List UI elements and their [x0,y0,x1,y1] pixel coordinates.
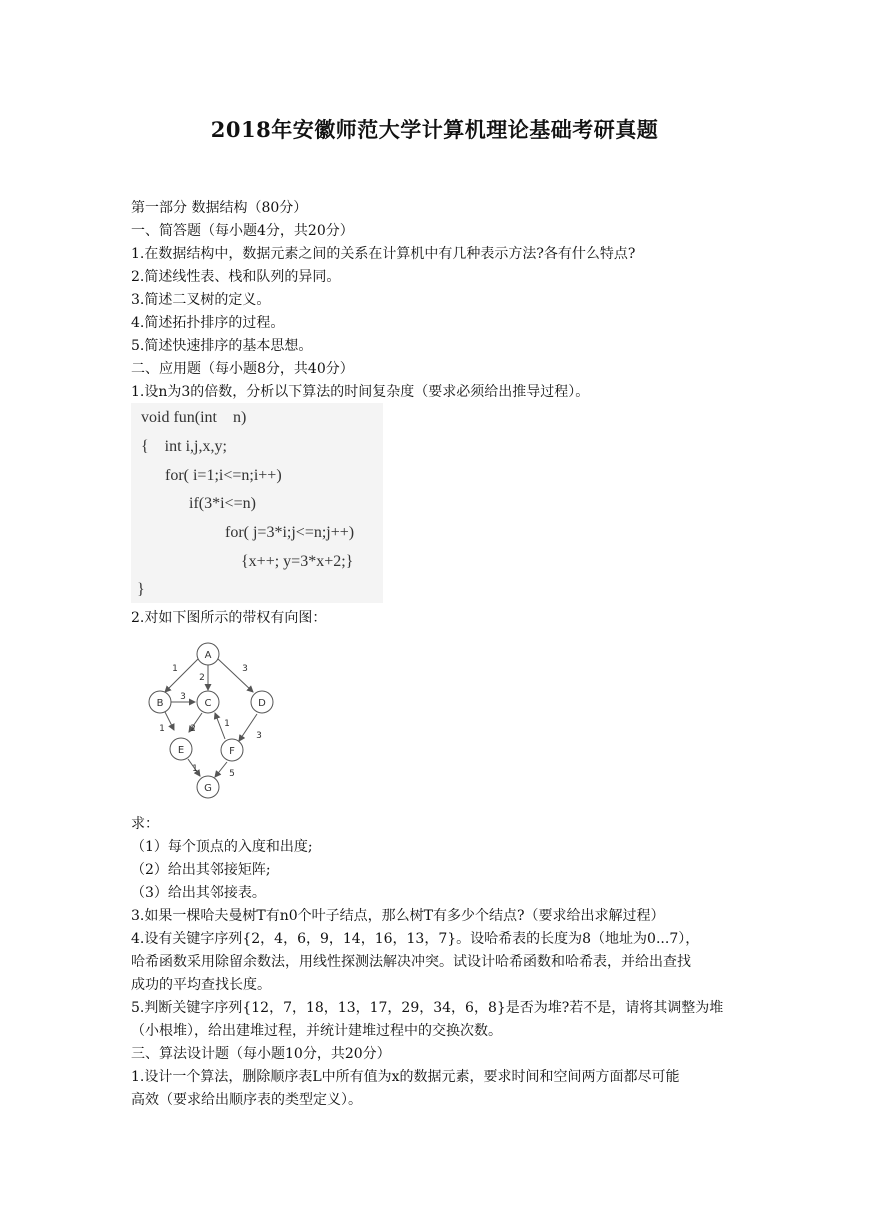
question-2-2: 2.对如下图所示的带权有向图： [131,610,327,626]
question-2-4-cont: 哈希函数采用除留余数法，用线性探测法解决冲突。试设计哈希函数和哈希表，并给出查找 [131,954,691,970]
section-heading-algorithm: 三、算法设计题（每小题10分，共20分） [131,1046,391,1062]
code-line: {x++; y=3*x+2;} [241,553,354,570]
part-heading: 第一部分 数据结构（80分） [131,200,308,216]
question-prompt: 求： [131,816,159,832]
question-2-5-cont: （小根堆），给出建堆过程，并统计建堆过程中的交换次数。 [131,1023,502,1039]
code-snippet [131,403,383,603]
edge-weight-label: 2 [190,724,196,734]
code-line: for( i=1;i<=n;i++) [165,467,282,484]
graph-node-label: D [258,698,266,709]
question-2-4: 4.设有关键字序列{2，4，6，9，14，16，13，7}。设哈希表的长度为8（地址为0...7）， [131,931,700,947]
graph-node-label: B [156,698,164,709]
question-2-4-cont: 成功的平均查找长度。 [131,977,271,993]
edge-d-f [239,714,257,741]
question-2-1: 1.设n为3的倍数，分析以下算法的时间复杂度（要求必须给出推导过程）。 [131,384,590,400]
question-1-2: 2.简述线性表、栈和队列的异同。 [131,269,341,285]
section-heading-application: 二、应用题（每小题8分，共40分） [131,361,354,377]
sub-question-2: （2）给出其邻接矩阵; [131,862,271,878]
question-3-1: 1.设计一个算法，删除顺序表L中所有值为x的数据元素，要求时间和空间两方面都尽可能 [131,1069,680,1085]
question-1-4: 4.简述拓扑排序的过程。 [131,315,285,331]
edge-weight-label: 1 [192,764,198,774]
edge-weight-label: 3 [180,692,186,702]
code-line: if(3*i<=n) [189,495,256,512]
edge-weight-label: 5 [229,769,235,779]
graph-node-label: F [229,746,235,757]
code-line: for( j=3*i;j<=n;j++) [225,524,355,541]
edge-weight-label: 1 [159,724,165,734]
edge-a-b [165,658,199,692]
question-2-5: 5.判断关键字序列{12，7，18，13，17，29，34，6，8}是否为堆?若不是，请将其调整为堆 [131,1000,724,1016]
code-line: } [137,581,145,598]
question-3-1-cont: 高效（要求给出顺序表的类型定义）。 [131,1092,362,1108]
edge-weight-label: 3 [242,664,248,674]
weighted-directed-graph [131,632,281,804]
sub-question-1: （1）每个顶点的入度和出度; [131,839,313,855]
graph-node-label: A [204,650,212,661]
question-1-3: 3.简述二叉树的定义。 [131,292,271,308]
edge-weight-label: 2 [199,673,205,683]
graph-node-label: G [204,783,212,794]
question-1-5: 5.简述快速排序的基本思想。 [131,338,313,354]
question-2-3: 3.如果一棵哈夫曼树T有n0个叶子结点，那么树T有多少个结点?（要求给出求解过程） [131,908,665,924]
section-heading-short-answer: 一、简答题（每小题4分，共20分） [131,223,354,239]
code-line: { int i,j,x,y; [141,438,227,455]
document-title: 2018年安徽师范大学计算机理论基础考研真题 [210,117,659,142]
edge-weight-label: 1 [172,664,178,674]
edge-weight-label: 1 [224,719,230,729]
edge-f-g [215,762,227,777]
edge-weight-label: 3 [256,731,262,741]
edge-b-e [165,712,174,730]
graph-node-label: C [204,698,212,709]
question-1-1: 1.在数据结构中，数据元素之间的关系在计算机中有几种表示方法?各有什么特点? [131,246,636,262]
code-line: void fun(int n) [141,409,247,426]
graph-node-label: E [177,745,185,756]
sub-question-3: （3）给出其邻接表。 [131,885,266,901]
